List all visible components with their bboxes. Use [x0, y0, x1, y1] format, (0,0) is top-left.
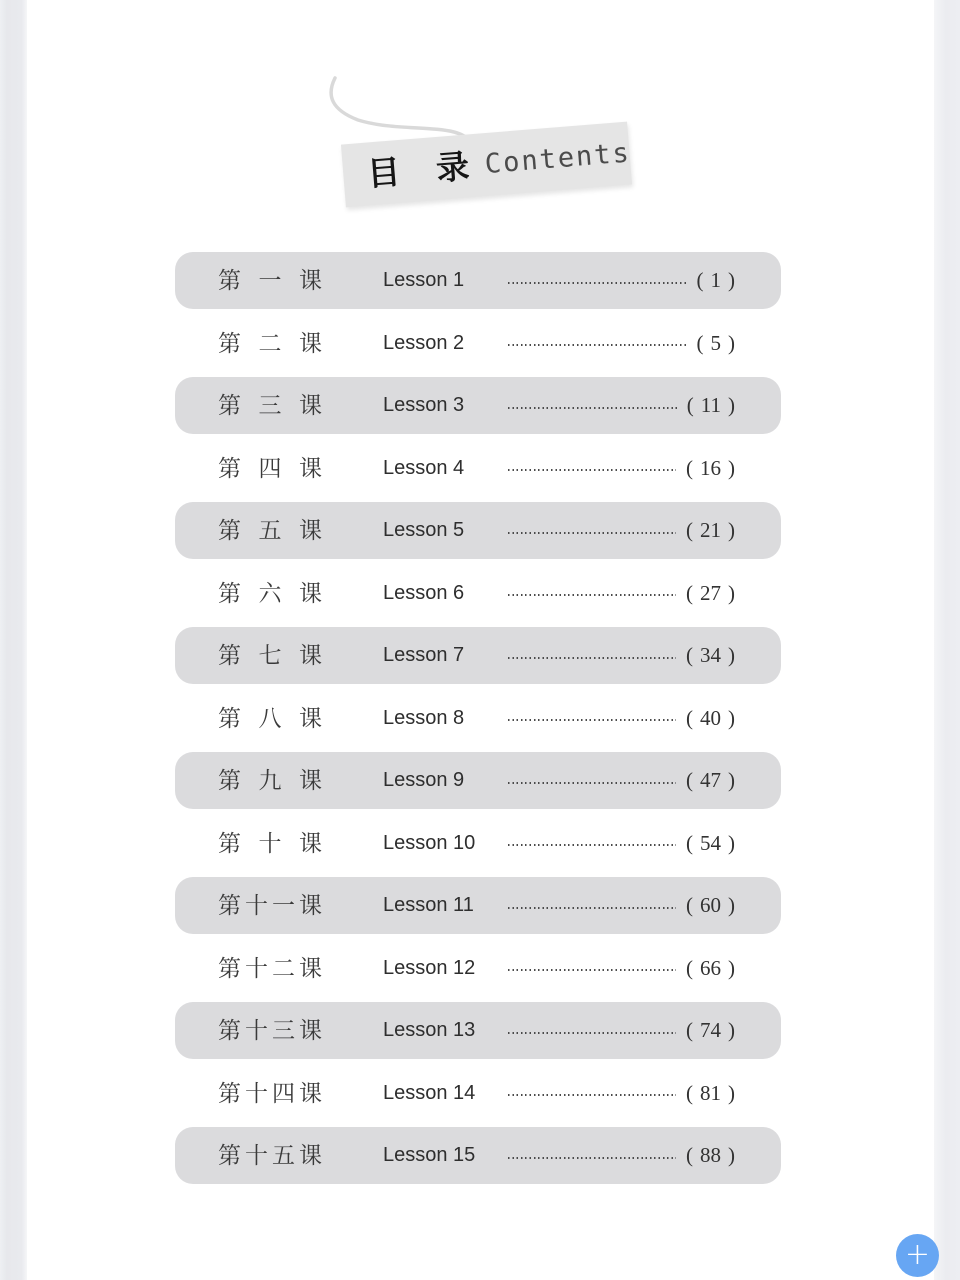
add-button[interactable]	[896, 1234, 939, 1277]
dotted-leader	[508, 907, 676, 909]
lesson-en-label: Lesson 7	[383, 644, 465, 666]
page-number	[686, 893, 735, 918]
page-number	[697, 331, 736, 356]
lesson-cn-label: 第 一 课	[218, 268, 322, 293]
page-number	[686, 518, 735, 543]
dotted-leader	[508, 844, 676, 846]
paren-close: )	[728, 393, 735, 417]
toc-row[interactable]	[175, 377, 781, 434]
lesson-en-label: Lesson 13	[383, 1019, 476, 1041]
toc-row[interactable]	[175, 252, 781, 309]
page-number-value: 81	[700, 1080, 721, 1105]
dotted-leader	[508, 1094, 676, 1096]
lesson-en-label: Lesson 2	[383, 331, 465, 354]
contents-title-cn: 目 录	[365, 146, 471, 194]
toc-row[interactable]	[175, 690, 781, 747]
lesson-en-label: Lesson 1	[383, 269, 465, 291]
paren-close: )	[728, 518, 735, 542]
toc-row[interactable]	[175, 815, 781, 872]
dotted-leader	[508, 532, 676, 534]
page-number	[686, 706, 735, 731]
toc-row[interactable]	[175, 565, 781, 622]
paren-open: (	[686, 705, 693, 730]
contents-title-en: Contents	[483, 137, 632, 181]
lesson-cn-label: 第 十 四 课	[218, 1080, 322, 1106]
page-number-value: 1	[710, 268, 721, 292]
lesson-en-label: Lesson 11	[383, 894, 474, 916]
page-number	[687, 393, 735, 418]
paren-open: (	[686, 1143, 693, 1167]
paren-open: (	[686, 580, 693, 605]
page-number	[686, 831, 735, 856]
page-number-value: 16	[700, 455, 721, 480]
paren-close: )	[728, 643, 735, 667]
paren-open: (	[686, 455, 693, 480]
paren-open: (	[686, 955, 693, 980]
viewer-edge-left	[0, 0, 27, 1280]
paren-close: )	[728, 893, 735, 917]
lesson-en-label: Lesson 12	[383, 956, 476, 979]
lesson-cn-label: 第 十 三 课	[218, 1018, 322, 1043]
page-number-value: 21	[700, 518, 721, 542]
dotted-leader	[508, 782, 676, 784]
lesson-en-label: Lesson 14	[383, 1081, 476, 1104]
viewer-edge-right	[934, 0, 960, 1280]
page-number	[686, 456, 735, 481]
toc-row[interactable]	[175, 627, 781, 684]
lesson-en-label: Lesson 6	[383, 581, 465, 604]
paren-close: )	[728, 955, 735, 980]
paren-open: (	[686, 393, 694, 417]
page-number	[686, 643, 735, 668]
paren-close: )	[728, 268, 735, 292]
page-number-value: 27	[700, 580, 721, 605]
toc-row[interactable]	[175, 1065, 781, 1122]
dotted-leader	[508, 344, 687, 346]
paren-close: )	[728, 705, 735, 730]
page-number	[686, 1018, 735, 1043]
page-number-value: 88	[700, 1143, 721, 1167]
lesson-cn-label: 第 五 课	[218, 518, 322, 543]
dotted-leader	[508, 407, 677, 409]
lesson-cn-label: 第 十 二 课	[218, 955, 322, 981]
toc-row[interactable]	[175, 940, 781, 997]
lesson-cn-label: 第 四 课	[218, 455, 322, 481]
paren-close: )	[728, 830, 735, 855]
paren-close: )	[728, 768, 735, 792]
dotted-leader	[508, 594, 676, 596]
toc-row[interactable]	[175, 877, 781, 934]
paren-close: )	[728, 330, 735, 355]
lesson-en-label: Lesson 15	[383, 1144, 476, 1166]
toc-row[interactable]	[175, 1002, 781, 1059]
page-number-value: 47	[700, 768, 721, 792]
paren-open: (	[686, 518, 693, 542]
dotted-leader	[508, 1157, 676, 1159]
lesson-cn-label: 第 八 课	[218, 705, 322, 731]
lesson-cn-label: 第 十 课	[218, 830, 322, 856]
page-number-value: 54	[700, 830, 721, 855]
toc-row[interactable]	[175, 440, 781, 497]
dotted-leader	[508, 282, 687, 284]
page-number	[686, 581, 735, 606]
lesson-en-label: Lesson 9	[383, 769, 465, 791]
lesson-cn-label: 第 十 一 课	[218, 893, 322, 918]
page-number	[686, 768, 735, 793]
lesson-cn-label: 第 七 课	[218, 643, 322, 668]
lesson-cn-label: 第 六 课	[218, 580, 322, 606]
page-number	[686, 956, 735, 981]
lesson-en-label: Lesson 10	[383, 831, 476, 854]
paren-open: (	[686, 1018, 693, 1042]
page-number	[686, 1143, 735, 1168]
dotted-leader	[508, 657, 676, 659]
toc-row[interactable]	[175, 502, 781, 559]
paren-close: )	[728, 1143, 735, 1167]
dotted-leader	[508, 719, 676, 721]
paren-open: (	[696, 268, 704, 292]
lesson-cn-label: 第 三 课	[218, 393, 322, 418]
paren-close: )	[728, 1080, 735, 1105]
paren-open: (	[686, 768, 693, 792]
dotted-leader	[508, 969, 676, 971]
toc-row[interactable]	[175, 1127, 781, 1184]
paren-open: (	[686, 643, 693, 667]
lesson-cn-label: 第 九 课	[218, 768, 322, 793]
toc-row[interactable]	[175, 752, 781, 809]
lesson-en-label: Lesson 4	[383, 456, 465, 479]
paren-close: )	[728, 1018, 735, 1042]
toc-row[interactable]	[175, 315, 781, 372]
paren-open: (	[686, 830, 693, 855]
paren-close: )	[728, 455, 735, 480]
paren-close: )	[728, 580, 735, 605]
lesson-en-label: Lesson 3	[383, 394, 465, 416]
page-number-value: 40	[700, 705, 721, 730]
page-number-value: 11	[700, 393, 721, 417]
paren-open: (	[696, 330, 704, 355]
page-number-value: 66	[700, 955, 721, 980]
lesson-en-label: Lesson 8	[383, 706, 465, 729]
lesson-cn-label: 第 二 课	[218, 330, 322, 356]
lesson-en-label: Lesson 5	[383, 519, 465, 541]
lesson-cn-label: 第 十 五 课	[218, 1143, 322, 1168]
paren-open: (	[686, 1080, 693, 1105]
dotted-leader	[508, 469, 676, 471]
paren-open: (	[686, 893, 693, 917]
plus-icon: +	[904, 1236, 931, 1272]
page-number	[697, 268, 736, 293]
table-of-contents	[175, 252, 781, 1190]
dotted-leader	[508, 1032, 676, 1034]
page-number-value: 34	[700, 643, 721, 667]
page-number	[686, 1081, 735, 1106]
page-number-value: 60	[700, 893, 721, 917]
page-number-value: 5	[710, 330, 721, 355]
page-number-value: 74	[700, 1018, 721, 1042]
